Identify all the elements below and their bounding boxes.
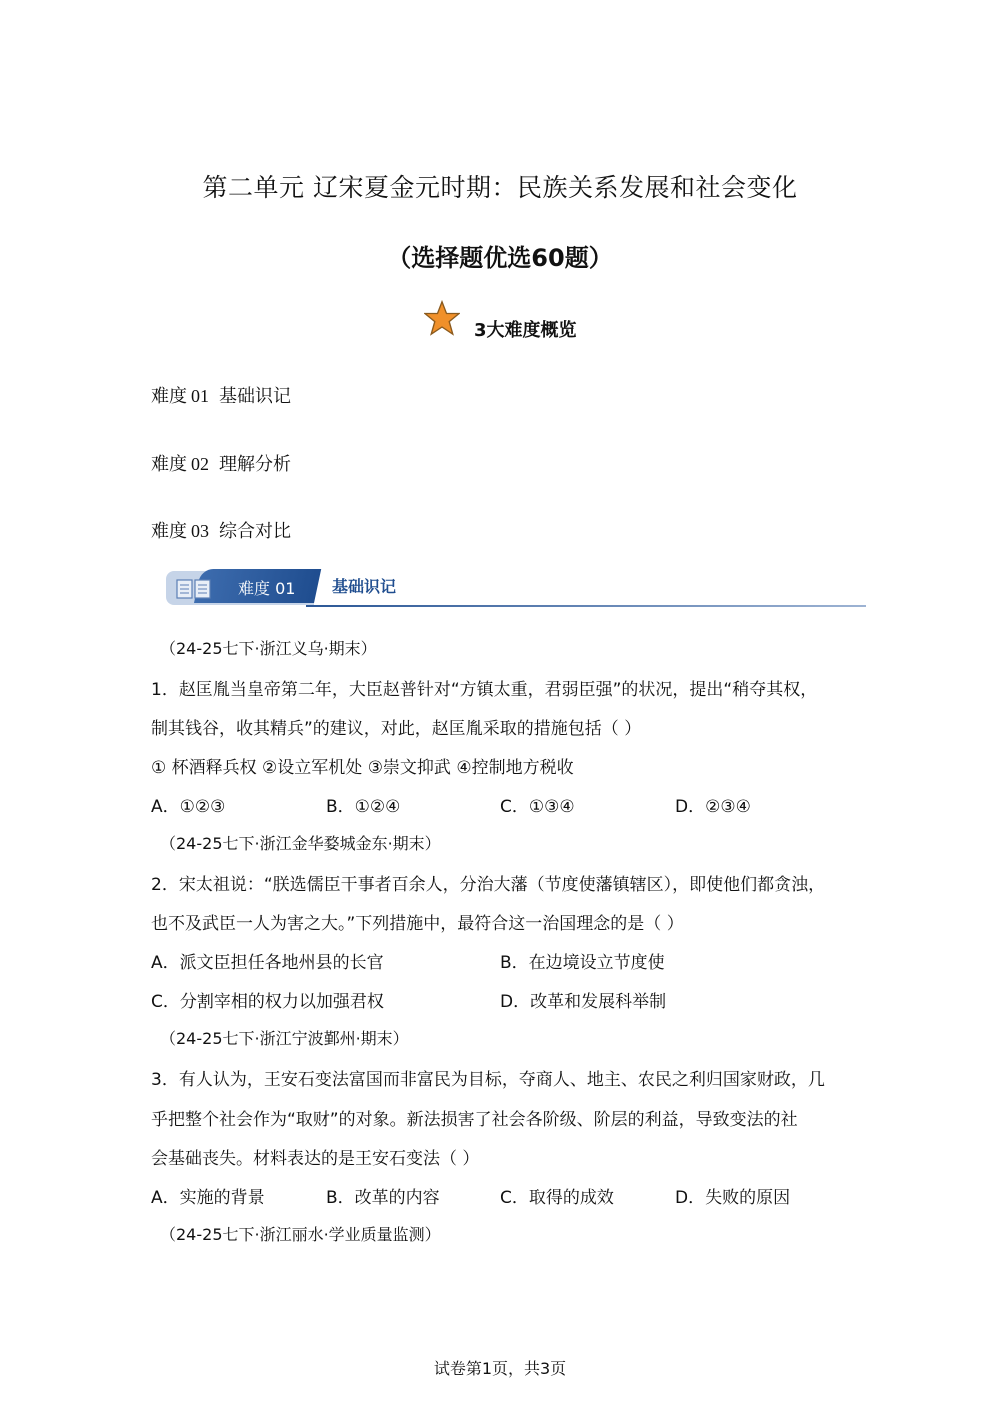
question-source: （24-25七下·浙江宁波鄞州·期末） bbox=[160, 1029, 409, 1048]
question-line: 乎把整个社会作为“取财”的对象。新法损害了社会各阶级、阶层的利益，导致变法的社 bbox=[151, 1110, 798, 1130]
option-b: B．在边境设立节度使 bbox=[500, 953, 665, 973]
question-line: 制其钱谷，收其精兵”的建议，对此，赵匡胤采取的措施包括（ ） bbox=[151, 719, 642, 739]
question-line: ① 杯酒释兵权 ②设立军机处 ③崇文抑武 ④控制地方税收 bbox=[151, 758, 574, 778]
document-subtitle: （选择题优选60题） bbox=[387, 244, 613, 272]
option-a: A．实施的背景 bbox=[151, 1188, 265, 1208]
book-icon bbox=[176, 579, 212, 599]
level-name: 基础识记 bbox=[219, 386, 291, 407]
option-d: D．改革和发展科举制 bbox=[500, 992, 667, 1012]
banner-label: 基础识记 bbox=[332, 577, 397, 596]
level-num: 01 bbox=[191, 386, 209, 406]
question-source: （24-25七下·浙江丽水·学业质量监测） bbox=[160, 1225, 441, 1244]
option-d: D．失败的原因 bbox=[675, 1188, 791, 1208]
document-title: 第二单元 辽宋夏金元时期：民族关系发展和社会变化 bbox=[202, 173, 798, 202]
option-b: B．①②④ bbox=[326, 797, 401, 817]
level-prefix: 难度 bbox=[151, 386, 187, 407]
overview-label: 3大难度概览 bbox=[474, 320, 577, 341]
banner-underline bbox=[306, 605, 866, 607]
level-num: 03 bbox=[191, 521, 209, 541]
option-c: C．①③④ bbox=[500, 797, 575, 817]
level-num: 02 bbox=[191, 454, 209, 474]
option-a: A．①②③ bbox=[151, 797, 226, 817]
question-line: 也不及武臣一人为害之大。”下列措施中，最符合这一治国理念的是（ ） bbox=[151, 914, 684, 934]
level-item bbox=[151, 450, 291, 476]
level-prefix: 难度 bbox=[151, 454, 187, 475]
level-item bbox=[151, 382, 291, 408]
option-c: C．取得的成效 bbox=[500, 1188, 614, 1208]
question-line: 3．有人认为，王安石变法富国而非富民为目标，夺商人、地主、农民之利归国家财政，几 bbox=[151, 1070, 825, 1090]
question-source: （24-25七下·浙江金华婺城金东·期末） bbox=[160, 834, 441, 853]
star-icon bbox=[424, 300, 460, 336]
level-prefix: 难度 bbox=[151, 521, 187, 542]
level-item bbox=[151, 517, 291, 543]
banner-tab-label: 难度 01 bbox=[238, 579, 296, 598]
question-line: 会基础丧失。材料表达的是王安石变法（ ） bbox=[151, 1149, 480, 1169]
level-name: 理解分析 bbox=[219, 454, 291, 475]
option-d: D．②③④ bbox=[675, 797, 751, 817]
level-name: 综合对比 bbox=[219, 521, 291, 542]
section-banner bbox=[166, 569, 866, 609]
question-line: 1．赵匡胤当皇帝第二年，大臣赵普针对“方镇太重，君弱臣强”的状况，提出“稍夺其权， bbox=[151, 680, 818, 700]
question-line: 2．宋太祖说：“朕选儒臣干事者百余人，分治大藩（节度使藩镇辖区），即使他们都贪浊， bbox=[151, 875, 826, 895]
option-a: A．派文臣担任各地州县的长官 bbox=[151, 953, 384, 973]
option-b: B．改革的内容 bbox=[326, 1188, 440, 1208]
page-footer: 试卷第1页，共3页 bbox=[433, 1359, 567, 1378]
question-source: （24-25七下·浙江义乌·期末） bbox=[160, 639, 377, 658]
option-c: C．分割宰相的权力以加强君权 bbox=[151, 992, 384, 1012]
